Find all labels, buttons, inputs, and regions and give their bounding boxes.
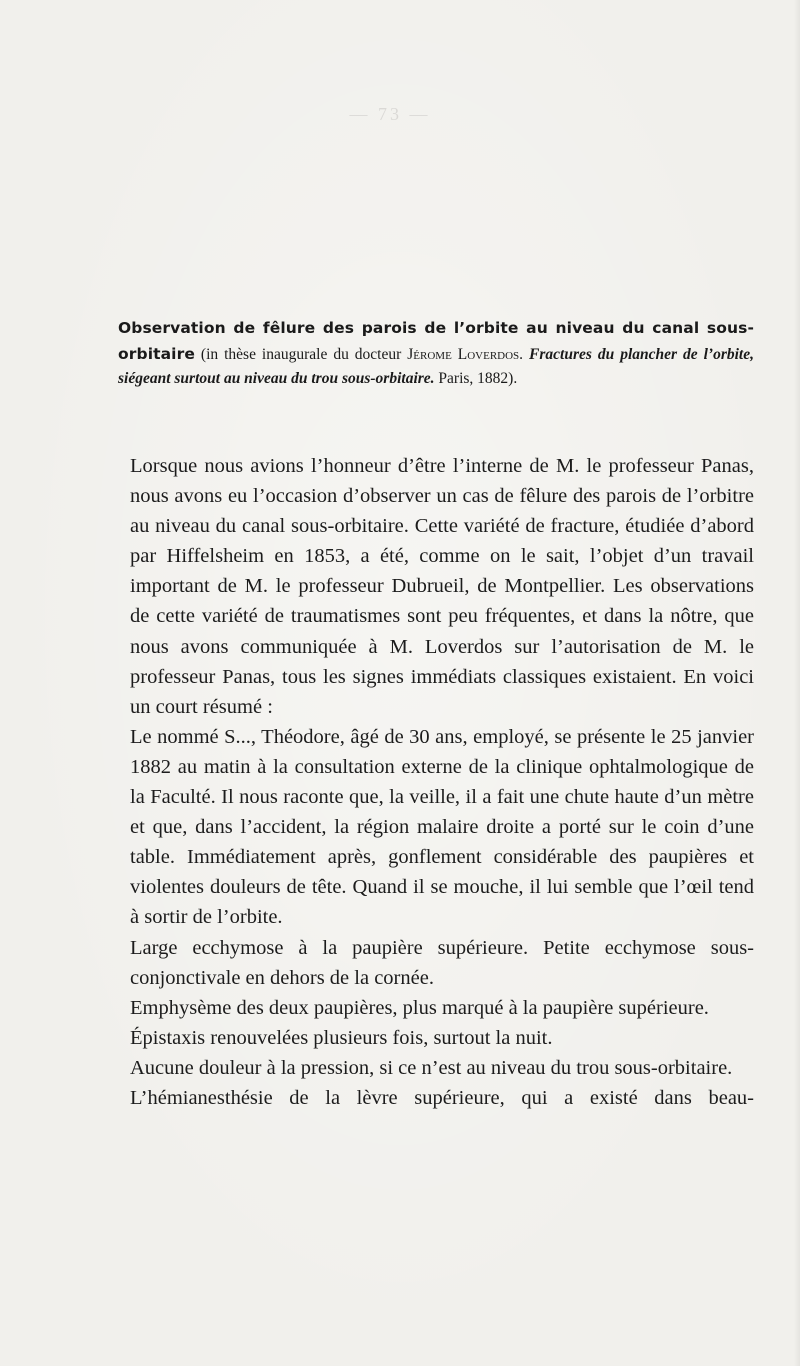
observation-heading — [118, 316, 754, 392]
heading-title: Observation de fêlure des parois de l’orbite au niveau du canal sous-orbitaire — [118, 319, 754, 363]
page-number: — 73 — — [349, 104, 431, 124]
paragraph-douleur: Aucune douleur à la pression, si ce n’est au niveau du trou sous-orbitaire. — [130, 1056, 733, 1079]
paragraph-ecchymose: Large ecchymose à la paupière supérieure. Petite ecchymose sous-conjonctivale en dehors de la cornée. — [130, 936, 754, 989]
page-edge-shadow — [794, 0, 800, 1366]
heading-thesis-title: Fractures du plancher de l’orbite, siégeant surtout au niveau du trou sous-orbitaire. — [118, 345, 754, 387]
heading-prefix: (in thèse inaugurale du docteur — [194, 345, 408, 363]
heading-suffix: Paris, 1882). — [434, 370, 518, 387]
heading-after-author: . — [519, 345, 530, 363]
paragraph-emphyseme: Emphysème des deux paupières, plus marqué à la paupière supérieure. — [130, 996, 709, 1019]
heading-author: Jérome Loverdos — [407, 345, 520, 363]
paragraph-epistaxis: Épistaxis renouvelées plusieurs fois, surtout la nuit. — [130, 1026, 553, 1049]
body-text — [130, 451, 754, 1113]
paragraph-case-history: Le nommé S..., Théodore, âgé de 30 ans, employé, se présente le 25 janvier 1882 au matin à la consultation externe de la clinique ophtalmologique de la Faculté. Il nous raconte que, la veille, il a fait une chute haute d’un mètre et que, dans l’accident, la région malaire droite a porté sur le coin d’une table. Immédiatement après, gonflement considérable des paupières et violentes douleurs de tête. Quand il se mouche, il lui semble que l’œil tend à sortir de l’orbite. — [130, 725, 754, 929]
paragraph-introduction: Lorsque nous avions l’honneur d’être l’interne de M. le professeur Panas, nous avons eu l’occasion d’observer un cas de fêlure des parois de l’orbitre au niveau du canal sous-orbitaire. Cette variété de fracture, étudiée d’abord par Hiffelsheim en 1853, a été, comme on le sait, l’objet d’un travail important de M. le professeur Dubrueil, de Montpellier. Les observations de cette variété de traumatismes sont peu fréquentes, et dans la nôtre, que nous avons communiquée à M. Loverdos sur l’autorisation de M. le professeur Panas, tous les signes immédiats classiques existaient. En voici un court résumé : — [130, 455, 754, 718]
paragraph-hemianesthesie: L’hémianesthésie de la lèvre supérieure, qui a existé dans beau- — [130, 1086, 754, 1109]
